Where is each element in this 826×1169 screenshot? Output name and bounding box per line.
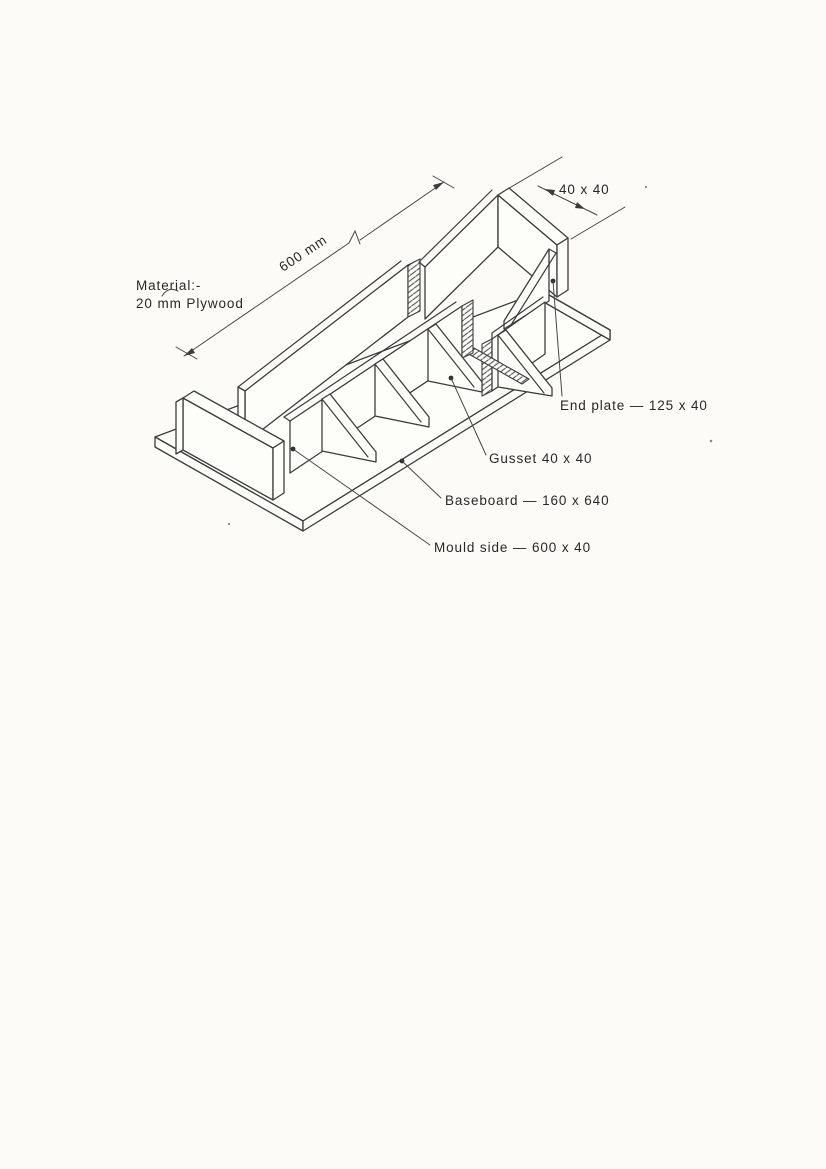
dim-line-right-segment xyxy=(360,182,444,240)
dim-line-break-squiggle xyxy=(349,231,360,244)
mould-side-label: Mould side — 600 x 40 xyxy=(434,540,591,555)
far-mould-side-right-section xyxy=(419,190,498,319)
section-arrow-lower xyxy=(575,202,585,209)
end-plate-near-edge-face xyxy=(557,238,568,297)
left-end-plate-right-edge-face xyxy=(273,441,284,500)
left-end-plate-left-edge-face xyxy=(176,398,183,454)
length-dimension-label: 600 mm xyxy=(276,232,330,275)
far-side-break-cut-hatch xyxy=(408,259,420,317)
section-arrow-upper xyxy=(545,189,555,196)
material-note-line2: 20 mm Plywood xyxy=(136,296,244,311)
end-plate-label: End plate — 125 x 40 xyxy=(560,398,708,413)
near-side-right-cut-hatch xyxy=(482,339,492,396)
scan-speck xyxy=(228,523,230,525)
material-note-line1: Material:- xyxy=(136,278,202,293)
scan-speck xyxy=(710,440,713,443)
section-dimension-label: 40 x 40 xyxy=(559,182,610,197)
gusset-label: Gusset 40 x 40 xyxy=(489,451,593,466)
scan-speck xyxy=(645,186,647,188)
baseboard-label: Baseboard — 160 x 640 xyxy=(445,493,610,508)
near-side-break-cut-hatch xyxy=(462,300,473,358)
section-extension-line-lower xyxy=(571,207,625,239)
baseboard-leader-line xyxy=(402,461,441,498)
section-extension-line-upper xyxy=(506,157,562,190)
far-side-right-inner-face xyxy=(425,195,498,319)
